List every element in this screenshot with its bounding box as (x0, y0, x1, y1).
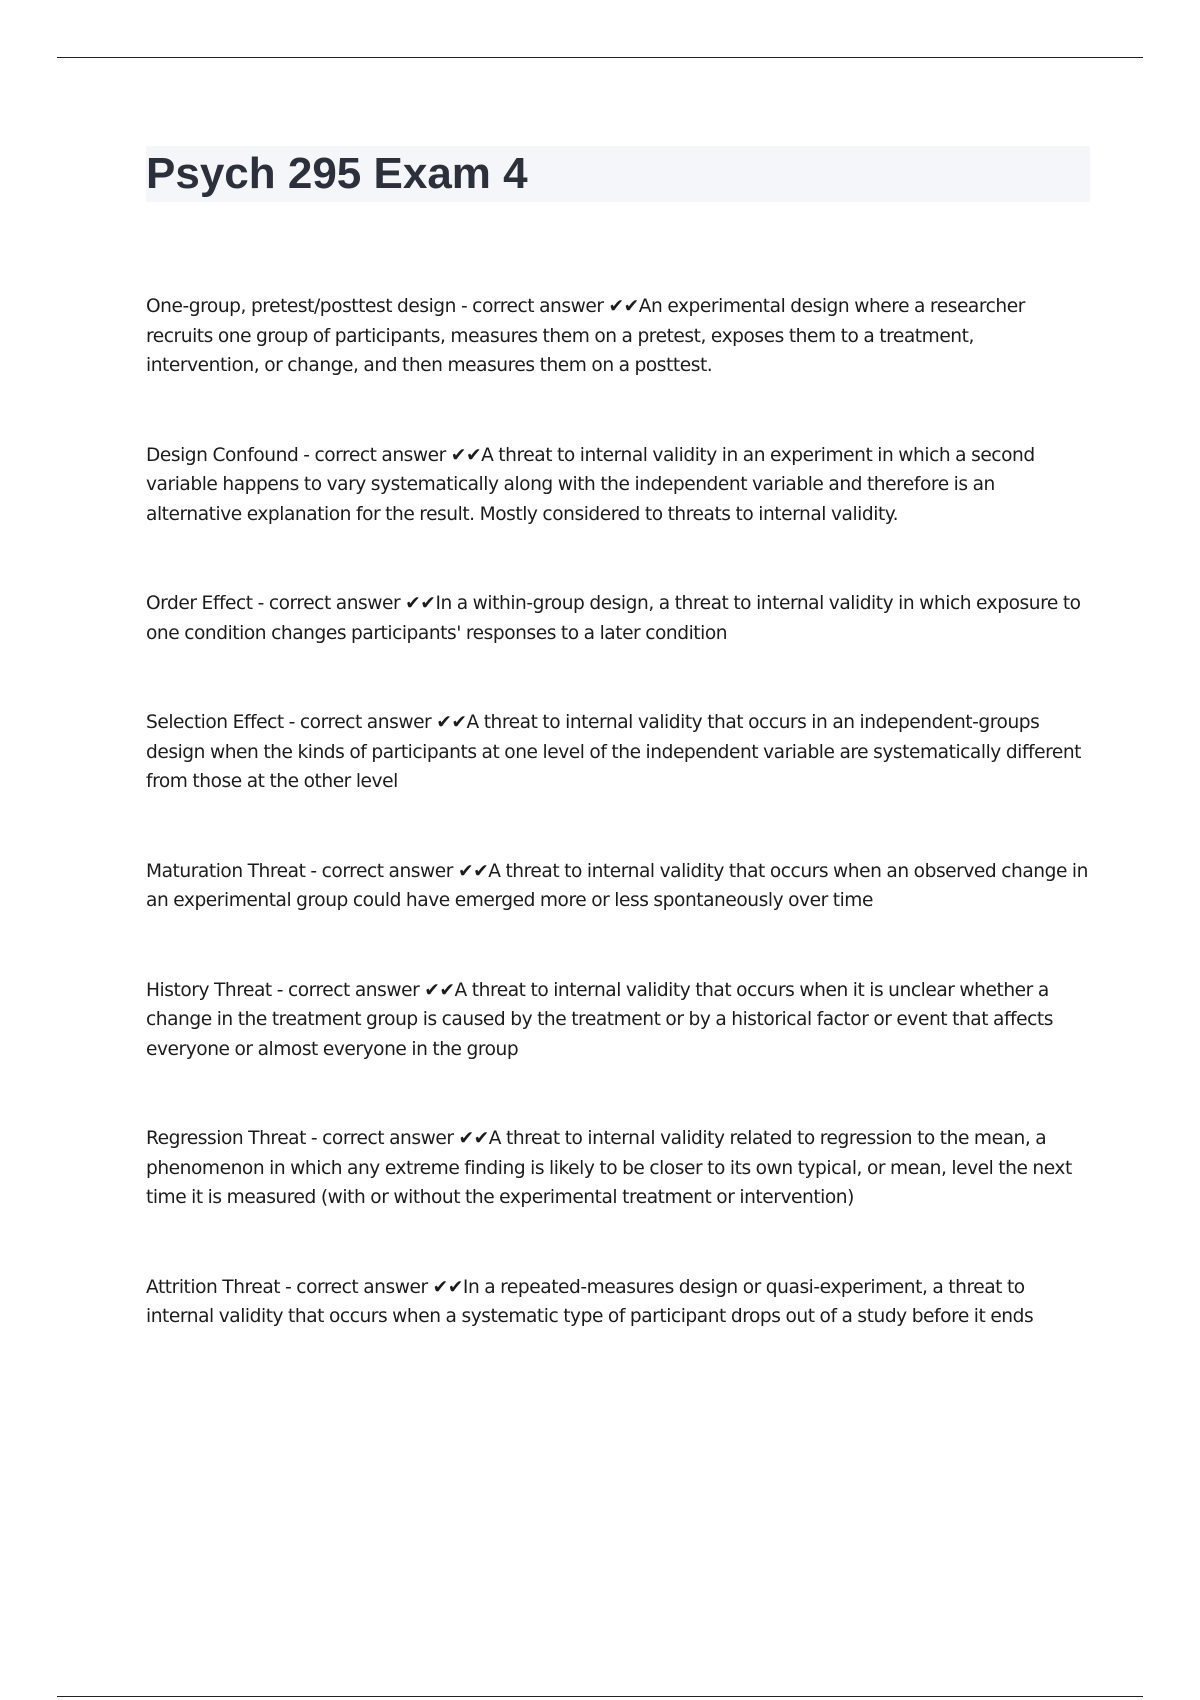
definition: In a repeated-measures design or quasi-experiment, a threat to internal validity that occurs when a systematic type of participant drops out of a study before it ends (146, 1276, 1034, 1327)
flashcard-entry (146, 1273, 1090, 1332)
answer-separator: - correct answer ✔✔ (283, 712, 467, 733)
term: Selection Effect (146, 712, 284, 733)
flashcard-entry (146, 441, 1090, 530)
top-rule (57, 57, 1143, 58)
definition: A threat to internal validity that occurs when an observed change in an experimental group could have emerged more or less spontaneously over time (146, 860, 1088, 911)
term: Attrition Threat (146, 1276, 281, 1298)
term: One-group, pretest/posttest design (146, 296, 456, 317)
answer-separator: - correct answer ✔✔ (305, 860, 489, 882)
definition: In a within-group design, a threat to internal validity in which exposure to one condition changes participants' responses to a later condition (146, 593, 1081, 644)
answer-separator: - correct answer ✔✔ (456, 296, 639, 317)
flashcard-entry (146, 857, 1090, 916)
term: History Threat (146, 979, 272, 1001)
definition: An experimental design where a researcher recruits one group of participants, measures them on a pretest, exposes them to a treatment, intervention, or change, and then measures them on a posttest. (146, 296, 1025, 376)
page-title: Psych 295 Exam 4 (146, 149, 528, 198)
flashcard-entry (146, 589, 1090, 648)
answer-separator: - correct answer ✔✔ (252, 593, 436, 614)
answer-separator: - correct answer ✔✔ (280, 1276, 463, 1298)
term: Regression Threat (146, 1128, 306, 1149)
flashcard-entry (146, 292, 1090, 381)
definition: A threat to internal validity that occurs when it is unclear whether a change in the treatment group is caused by the treatment or by a historical factor or event that affects everyone or almost everyone in the group (146, 979, 1053, 1060)
answer-separator: - correct answer ✔✔ (305, 1128, 489, 1149)
flashcard-list (146, 292, 1090, 1392)
definition: A threat to internal validity related to regression to the mean, a phenomenon in which any extreme finding is likely to be closer to its own typical, or mean, level the next time it is measured (with or without the experimental treatment or intervention) (146, 1128, 1072, 1208)
title-banner (146, 146, 1090, 202)
term: Maturation Threat (146, 860, 306, 882)
definition: A threat to internal validity in an experiment in which a second variable happens to vary systematically along with the independent variable and therefore is an alternative explanation for the result. Mostly considered to threats to internal validity. (146, 444, 1035, 525)
flashcard-entry (146, 976, 1090, 1065)
flashcard-entry (146, 1124, 1090, 1213)
bottom-rule (57, 1696, 1143, 1697)
definition: A threat to internal validity that occurs in an independent-groups design when the kinds of participants at one level of the independent variable are systematically different from those at the other level (146, 712, 1082, 792)
answer-separator: - correct answer ✔✔ (271, 979, 455, 1001)
answer-separator: - correct answer ✔✔ (298, 444, 482, 466)
term: Design Confound (146, 444, 299, 466)
flashcard-entry (146, 708, 1090, 797)
term: Order Effect (146, 593, 253, 614)
